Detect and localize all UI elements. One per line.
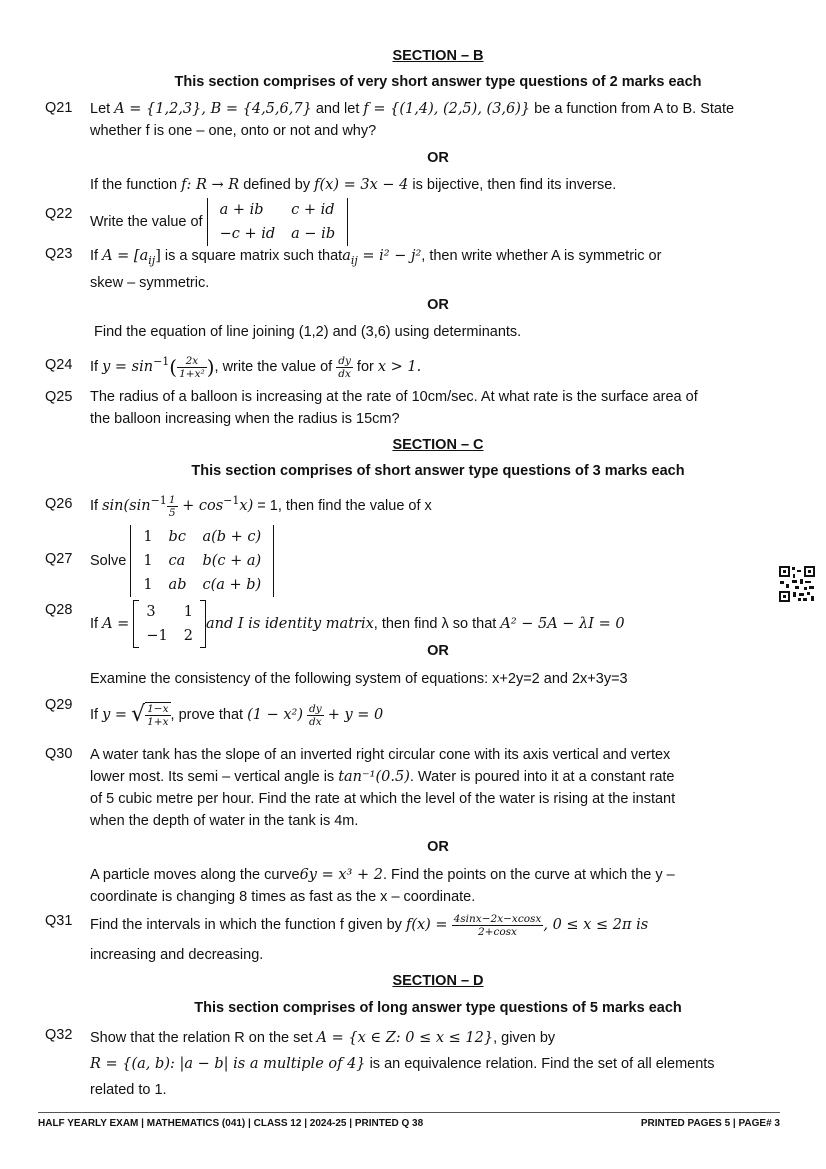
q23-part: If	[90, 248, 103, 264]
q27-determinant	[130, 525, 274, 597]
q25-text	[90, 386, 790, 430]
q30-alt-line: coordinate is changing 8 times as fast as the x – coordinate.	[90, 889, 476, 905]
q21-function: f = {(1,4), (2,5), (3,6)}	[363, 101, 531, 117]
q31-expression: f(x) =	[405, 917, 448, 933]
q29-derivative	[307, 703, 324, 728]
q26-denominator: 5	[168, 506, 176, 519]
section-c-title: SECTION – C	[392, 437, 484, 453]
q23-subscript: ij	[148, 253, 156, 267]
question-number: Q29	[45, 697, 73, 713]
q24-dx: dx	[338, 367, 351, 380]
q27-det-row	[135, 549, 269, 573]
q29-equation: + y = 0	[327, 707, 384, 723]
q30-text	[90, 744, 790, 832]
q27-det-cell: bc	[168, 529, 186, 545]
q26-fraction	[167, 494, 178, 519]
q30-alt-line: . Find the points on the curve at which the y –	[382, 867, 675, 883]
q23-part: skew – symmetric.	[90, 274, 210, 291]
q29-part: , prove that	[170, 707, 248, 723]
q27-det-cell: ca	[168, 553, 186, 569]
q29-part: If	[90, 707, 103, 723]
q23-part: is a square matrix such that	[160, 248, 343, 264]
q22-label: Write the value of	[90, 214, 203, 230]
q21-alt-part: defined by	[239, 177, 315, 193]
question-number: Q25	[45, 389, 73, 405]
q24-dy: dy	[338, 354, 351, 367]
q24-part: If	[90, 358, 103, 375]
q22-det-cell: −c + id	[219, 226, 276, 242]
q31-text	[90, 910, 790, 940]
q24-text: If $y = \sin^{-1}$( $\frac{2x}{\text{1+x²}}$ ), write the value of $\frac{dy}{dx}$ for x > 1.	[90, 354, 422, 380]
q21-alt-fx: f(x) = 3x − 4	[314, 177, 409, 193]
section-b-description: This section comprises of very short answer type questions of 2 marks each	[174, 74, 702, 90]
q21-text-part: whether f is one – one, onto or not and why?	[90, 123, 377, 139]
section-c-description: This section comprises of short answer type questions of 3 marks each	[191, 463, 685, 479]
q24-expression: y = sin	[102, 358, 154, 375]
q26-part: = 1, then find the value of x	[253, 497, 432, 514]
q28-alt-text: Examine the consistency of the following system of equations: x+2y=2 and 2x+3y=3	[90, 671, 628, 687]
footer-exam-info: HALF YEARLY EXAM | MATHEMATICS (041) | CLASS 12 | 2024-25 | PRINTED Q 38	[38, 1118, 424, 1129]
q26-expression: sin(sin	[102, 497, 151, 514]
q27-det-cell: b(c + a)	[202, 553, 262, 569]
q30-line: A water tank has the slope of an inverted right circular cone with its axis vertical and vertex	[90, 747, 671, 763]
question-number: Q27	[45, 551, 73, 567]
q27-det-cell: 1	[143, 529, 153, 545]
question-number: Q28	[45, 602, 73, 618]
question-number: Q21	[45, 100, 73, 116]
question-number: Q30	[45, 746, 73, 762]
q23-alt-text: Find the equation of line joining (1,2) and (3,6) using determinants.	[94, 324, 522, 340]
q32-text	[90, 1025, 790, 1103]
q28-matrix-row	[138, 600, 201, 624]
q27-det-row	[135, 573, 269, 597]
section-d-title: SECTION – D	[392, 973, 484, 989]
q31-denominator: 2+cosx	[477, 925, 517, 938]
q22-det-cell: a + ib	[219, 202, 264, 218]
q21-alt-text	[90, 174, 790, 196]
q21-text-part: Let	[90, 101, 115, 117]
q31-line2: increasing and decreasing.	[90, 947, 264, 963]
q30-line: of 5 cubic metre per hour. Find the rate at which the level of the water is rising at the instant	[90, 791, 676, 807]
question-number: Q22	[45, 206, 73, 222]
q26-expression: x)	[239, 497, 254, 514]
q28-equation: A² − 5A − λI = 0	[500, 616, 625, 632]
q27-det-row	[135, 525, 269, 549]
q30-alt-line: A particle moves along the curve	[90, 867, 300, 883]
q21-sets: A = {1,2,3}, B = {4,5,6,7}	[114, 101, 312, 117]
q29-dy: dy	[309, 702, 322, 715]
q21-alt-part: If the function	[90, 177, 182, 193]
q28-identity: and I is identity matrix	[205, 616, 374, 632]
q29-numerator: 1−x	[147, 703, 169, 716]
q30-line: when the depth of water in the tank is 4m.	[90, 813, 359, 829]
q31-fraction	[452, 913, 544, 938]
q30-alt-curve: 6y = x³ + 2	[299, 867, 383, 883]
q32-line: Show that the relation R on the set	[90, 1030, 317, 1046]
q22-determinant	[207, 198, 349, 246]
q31-part: Find the intervals in which the function f given by	[90, 917, 406, 933]
question-number: Q24	[45, 357, 73, 373]
q27-label: Solve	[90, 553, 127, 569]
q23-text: If $A = [a_{ij}]$ is a square matrix such thata$_{ij}$ = i² − j², then write whether A is symmetric or skew – symmetric.	[90, 248, 662, 291]
q21-text-part: be a function from A to B. State	[530, 101, 735, 117]
q24-part: for	[352, 358, 378, 375]
q23-matrix: A = [a	[102, 248, 149, 264]
q28-matrix	[133, 600, 206, 648]
q24-part: , write the value of	[214, 358, 337, 375]
footer-page-info: PRINTED PAGES 5 | PAGE# 3	[640, 1118, 780, 1129]
q30-line: lower most. Its semi – vertical angle is	[90, 769, 339, 785]
section-d-description: This section comprises of long answer type questions of 5 marks each	[194, 1000, 682, 1016]
q27-det-cell: ab	[168, 577, 187, 593]
q21-text	[90, 98, 790, 142]
or-label: OR	[427, 643, 449, 659]
q32-set: A = {x ∈ Z: 0 ≤ x ≤ 12}	[316, 1030, 494, 1046]
q29-equation: (1 − x²)	[247, 707, 303, 723]
q24-derivative	[336, 355, 353, 380]
q28-matrix-label: A =	[102, 616, 130, 632]
q22-det-cell: c + id	[291, 202, 335, 218]
q29-text: If y = √ $\frac{1-x}{1+x}$ , prove that (1 − x²) $\frac{dy}{dx}$ + y = 0	[90, 702, 384, 729]
q32-line: related to 1.	[90, 1082, 167, 1098]
q24-numerator: 2x	[177, 355, 207, 368]
question-number: Q31	[45, 913, 73, 929]
q21-text-part: and let	[311, 101, 364, 117]
q27-det-cell: a(b + c)	[202, 529, 262, 545]
footer-divider	[38, 1112, 780, 1113]
q24-condition: x > 1.	[377, 358, 422, 375]
q27-det-cell: 1	[143, 553, 153, 569]
q26-part: If	[90, 497, 103, 514]
or-label: OR	[427, 839, 449, 855]
q29-fraction	[145, 702, 170, 728]
q32-line: is an equivalence relation. Find the set of all elements	[365, 1056, 715, 1072]
q22-det-row	[212, 222, 344, 246]
q24-fraction	[177, 355, 207, 380]
q21-alt-function: f: R → R	[181, 177, 240, 193]
q31-domain: , 0 ≤ x ≤ 2π is	[543, 917, 649, 933]
q28-matrix-cell: 3	[146, 604, 156, 620]
q28-part: , then find λ so that	[373, 616, 501, 632]
section-b-title: SECTION – B	[392, 48, 484, 64]
q27-det-cell: c(a + b)	[202, 577, 262, 593]
q22-det-cell: a − ib	[291, 226, 336, 242]
q30-angle: tan⁻¹(0.5)	[338, 769, 410, 785]
q32-line: , given by	[493, 1030, 556, 1046]
q30-alt-text	[90, 864, 790, 908]
q23-subscript: ij	[350, 253, 358, 267]
q32-relation: R = {(a, b): |a − b| is a multiple of 4}	[90, 1056, 366, 1072]
q26-numerator: 1	[168, 493, 176, 506]
q25-line: the balloon increasing when the radius is 15cm?	[90, 411, 400, 427]
q23-part: , then write whether A is symmetric or	[421, 248, 662, 264]
q28-matrix-cell: 1	[183, 604, 193, 620]
question-number: Q32	[45, 1027, 73, 1043]
q29-dx: dx	[309, 715, 322, 728]
q28-part: If	[90, 616, 103, 632]
q24-denominator: 1+x²	[179, 367, 205, 380]
q31-numerator: 4sinx−2x−xcosx	[453, 912, 542, 925]
qr-code-icon	[778, 565, 816, 603]
q22-det-row	[212, 198, 344, 222]
q21-alt-part: is bijective, then find its inverse.	[408, 177, 617, 193]
q27-text	[90, 525, 790, 597]
q30-line: . Water is poured into it at a constant rate	[409, 769, 675, 785]
q28-matrix-cell: −1	[146, 628, 168, 644]
q29-expression: y =	[102, 707, 128, 723]
or-label: OR	[427, 150, 449, 166]
or-label: OR	[427, 297, 449, 313]
q28-matrix-cell: 2	[183, 628, 193, 644]
q25-line: The radius of a balloon is increasing at the rate of 10cm/sec. At what rate is the surface area of	[90, 389, 698, 405]
q23-equation: = i² − j²	[357, 248, 422, 264]
q23-element: a	[342, 248, 351, 264]
q29-denominator: 1+x	[147, 716, 169, 729]
q26-text: If $\sin(\sin^{-1}$ $\frac{1}{5}$ + $\cos^{-1}x) = 1$, then find the value of x	[90, 493, 432, 519]
q28-text	[90, 600, 790, 648]
question-number: Q23	[45, 246, 73, 262]
q27-det-cell: 1	[143, 577, 153, 593]
question-number: Q26	[45, 496, 73, 512]
q26-expression: + cos	[177, 497, 224, 514]
q22-text	[90, 198, 790, 246]
